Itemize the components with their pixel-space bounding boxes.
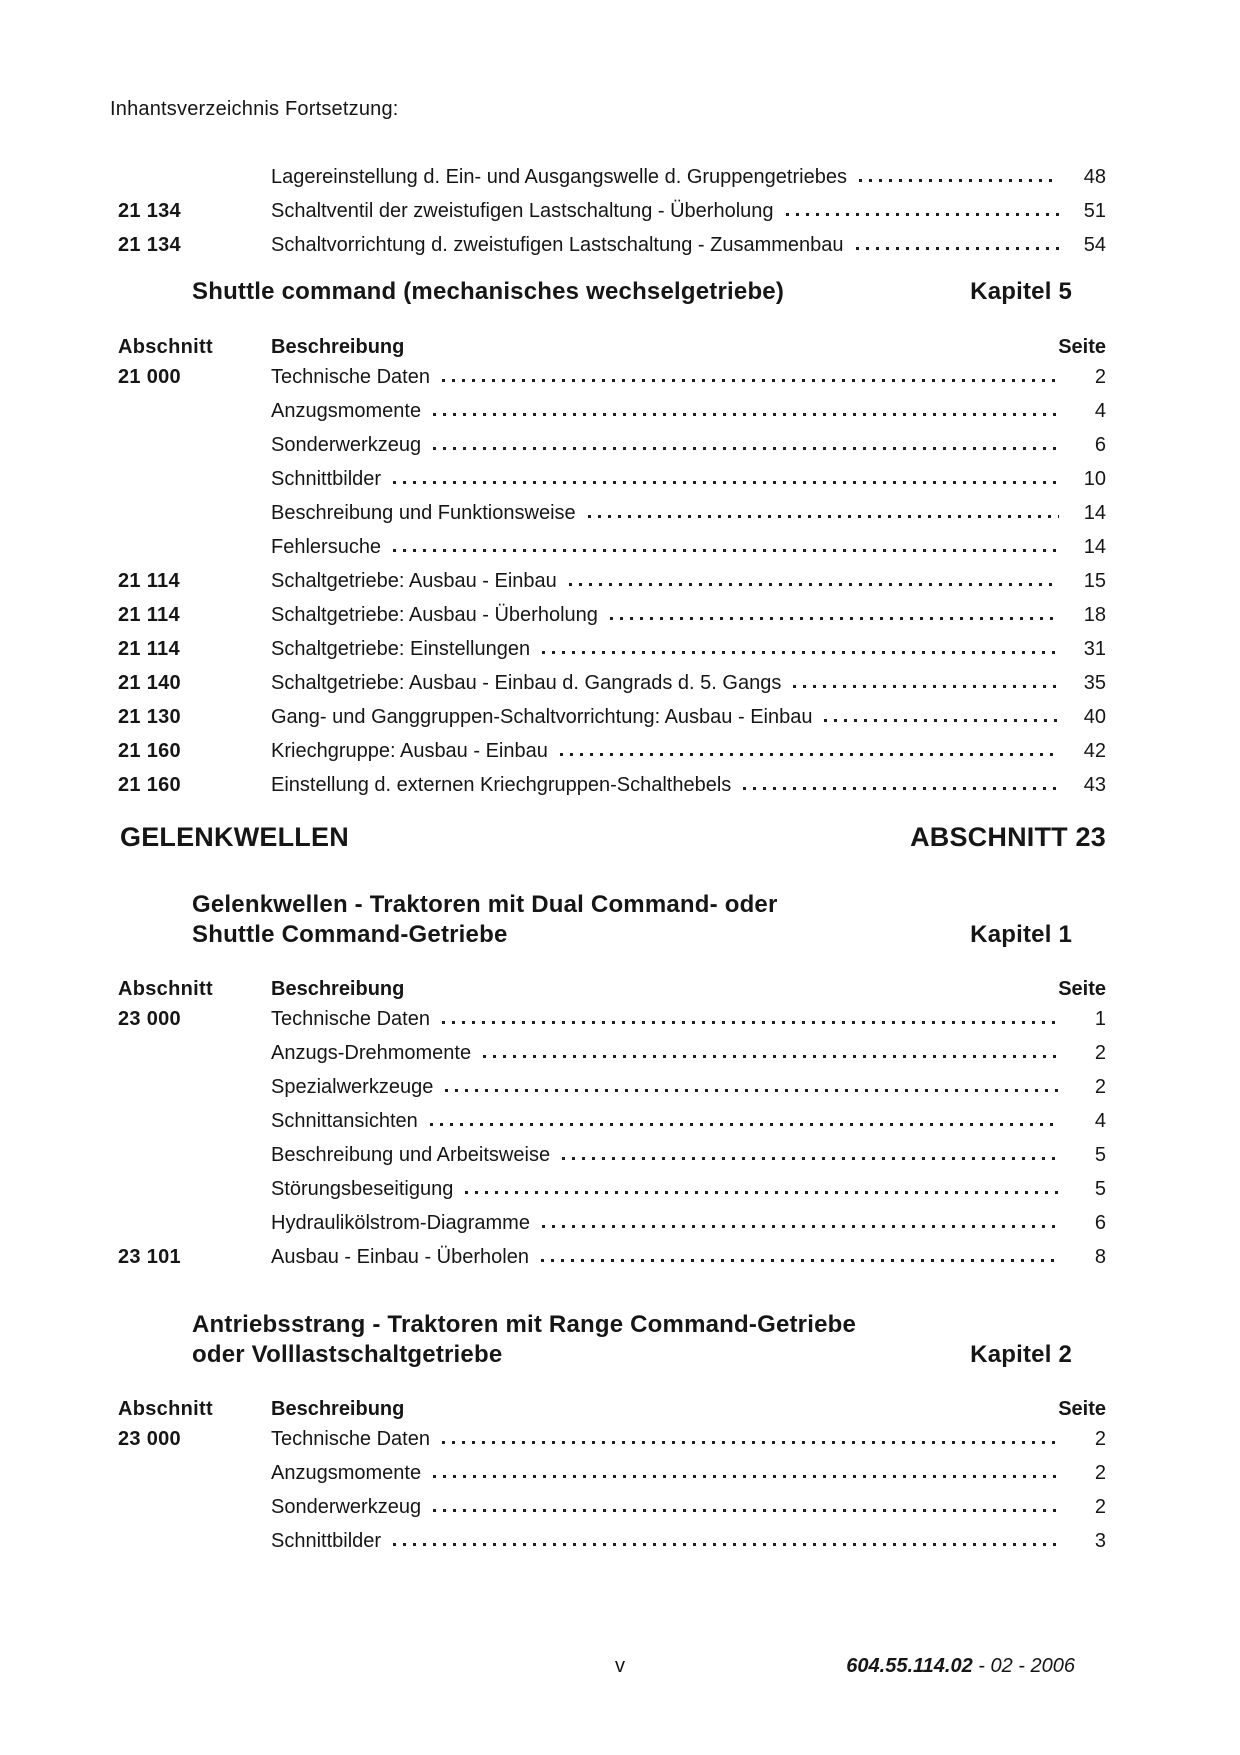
toc-column-header (110, 976, 1106, 1002)
chapter-title-lines (192, 1310, 856, 1370)
dot-leader (393, 549, 1059, 552)
description-cell (271, 1496, 1068, 1519)
description: Anzugsmomente (271, 399, 422, 422)
section-number: 21 000 (118, 365, 181, 388)
dot-leader (445, 1089, 1059, 1092)
dot-leader (542, 651, 1059, 654)
description: Technische Daten (271, 365, 430, 388)
description: Gang- und Ganggruppen-Schaltvorrichtung: Ausbau - Einbau (271, 705, 813, 728)
toc-row-group (110, 1422, 1106, 1558)
chapter-heading (192, 276, 1072, 308)
page-number: 6 (1094, 1211, 1106, 1234)
toc-row-group (110, 160, 1106, 262)
toc-row (110, 160, 1106, 194)
dot-leader (542, 1225, 1059, 1228)
description: Sonderwerkzeug (271, 1495, 422, 1518)
description: Schaltgetriebe: Ausbau - Einbau (271, 569, 557, 592)
toc-row (110, 1070, 1106, 1104)
chapter-label: Kapitel 1 (970, 921, 1072, 948)
toc-row (110, 1490, 1106, 1524)
toc-row (110, 598, 1106, 632)
dot-leader (588, 515, 1059, 518)
section-number: 21 140 (118, 671, 181, 694)
page-number: 4 (1094, 1109, 1106, 1132)
column-header-section: Abschnitt (118, 977, 213, 1000)
description-cell (271, 1144, 1068, 1167)
page-number: 2 (1094, 1461, 1106, 1484)
toc-row (110, 1240, 1106, 1274)
dot-leader (610, 617, 1059, 620)
description: Technische Daten (271, 1007, 430, 1030)
description: Sonderwerkzeug (271, 433, 422, 456)
toc-row (110, 768, 1106, 802)
dot-leader (856, 247, 1059, 250)
dot-leader (442, 1441, 1059, 1444)
column-header-page: Seite (1058, 335, 1106, 358)
description: Technische Daten (271, 1427, 430, 1450)
toc-row (110, 1422, 1106, 1456)
page-number: 3 (1094, 1529, 1106, 1552)
description: Ausbau - Einbau - Überholen (271, 1245, 529, 1268)
dot-leader (569, 583, 1059, 586)
toc-row (110, 1524, 1106, 1558)
chapter-title-lines (192, 276, 784, 308)
toc-groups (110, 160, 1106, 1558)
toc-row (110, 1456, 1106, 1490)
description: Anzugsmomente (271, 1461, 422, 1484)
description: Schaltvorrichtung d. zweistufigen Lastschaltung - Zusammenbau (271, 233, 844, 256)
description-cell (271, 570, 1068, 593)
page-number: 14 (1083, 535, 1106, 558)
footer-doc-code: 604.55.114.02 (846, 1655, 973, 1677)
toc-row (110, 1206, 1106, 1240)
toc-row (110, 700, 1106, 734)
dot-leader (483, 1055, 1059, 1058)
description: Beschreibung und Arbeitsweise (271, 1143, 551, 1166)
column-header-page: Seite (1058, 977, 1106, 1000)
section-number: 21 160 (118, 739, 181, 762)
toc-row (110, 360, 1106, 394)
dot-leader (465, 1191, 1059, 1194)
chapter-heading (192, 1310, 1072, 1370)
dot-leader (786, 213, 1059, 216)
page-number: 6 (1094, 433, 1106, 456)
description-cell (271, 400, 1068, 423)
description-cell (271, 200, 1068, 223)
description: Schaltgetriebe: Ausbau - Einbau d. Gangrads d. 5. Gangs (271, 671, 782, 694)
column-header-description: Beschreibung (271, 977, 405, 1000)
description-cell (271, 1110, 1068, 1133)
toc-row (110, 462, 1106, 496)
dot-leader (562, 1157, 1059, 1160)
description: Schnittbilder (271, 467, 382, 490)
description-cell (271, 1212, 1068, 1235)
description: Kriechgruppe: Ausbau - Einbau (271, 739, 548, 762)
section-number: 21 134 (118, 199, 181, 222)
toc-row (110, 1036, 1106, 1070)
footer-page-number: v (615, 1655, 625, 1677)
description-cell (271, 468, 1068, 491)
toc-row (110, 734, 1106, 768)
description-cell (271, 166, 1068, 189)
toc-column-header (110, 1396, 1106, 1422)
dot-leader (433, 1475, 1059, 1478)
dot-leader (442, 379, 1059, 382)
description-cell (271, 1462, 1068, 1485)
dot-leader (442, 1021, 1059, 1024)
column-header-description: Beschreibung (271, 1397, 405, 1420)
chapter-title-line: Antriebsstrang - Traktoren mit Range Command-Getriebe (192, 1311, 857, 1338)
section-number: 21 114 (118, 569, 180, 592)
description-cell (271, 366, 1068, 389)
page-number: 2 (1094, 1041, 1106, 1064)
chapter-label: Kapitel 5 (970, 278, 1072, 305)
column-header-section: Abschnitt (118, 1397, 213, 1420)
toc-row (110, 1138, 1106, 1172)
description: Schaltventil der zweistufigen Lastschaltung - Überholung (271, 199, 774, 222)
description-cell (271, 1428, 1068, 1451)
page-number: 42 (1083, 739, 1106, 762)
column-header-description: Beschreibung (271, 335, 405, 358)
toc-row (110, 530, 1106, 564)
column-header-page: Seite (1058, 1397, 1106, 1420)
page-number: 51 (1083, 199, 1106, 222)
page-number: 14 (1083, 501, 1106, 524)
description: Störungsbeseitigung (271, 1177, 454, 1200)
page-number: 5 (1094, 1143, 1106, 1166)
page-number: 15 (1083, 569, 1106, 592)
dot-leader (430, 1123, 1059, 1126)
description: Schnittbilder (271, 1529, 382, 1552)
description-cell (271, 1076, 1068, 1099)
page-number: 8 (1094, 1245, 1106, 1268)
description-cell (271, 740, 1068, 763)
description-cell (271, 1178, 1068, 1201)
description-cell (271, 234, 1068, 257)
toc-row (110, 632, 1106, 666)
toc-row-group (110, 360, 1106, 802)
section-number: 21 160 (118, 773, 181, 796)
toc-row (110, 228, 1106, 262)
dot-leader (433, 447, 1059, 450)
toc-row (110, 496, 1106, 530)
toc-row (110, 666, 1106, 700)
toc-row (110, 1002, 1106, 1036)
page-number: 2 (1094, 1075, 1106, 1098)
dot-leader (824, 719, 1059, 722)
description: Schnittansichten (271, 1109, 418, 1132)
description-cell (271, 1530, 1068, 1553)
toc-row (110, 1172, 1106, 1206)
description-cell (271, 1246, 1068, 1269)
description: Hydraulikölstrom-Diagramme (271, 1211, 530, 1234)
page-number: 31 (1083, 637, 1106, 660)
toc-content (110, 96, 1106, 1558)
section-number: 23 000 (118, 1007, 181, 1030)
description-cell (271, 604, 1068, 627)
description-cell (271, 1042, 1068, 1065)
section-number: 21 114 (118, 637, 180, 660)
toc-continuation-label: Inhantsverzeichnis Fortsetzung: (110, 98, 399, 120)
description-cell (271, 672, 1068, 695)
description-cell (271, 774, 1068, 797)
dot-leader (793, 685, 1059, 688)
toc-row (110, 428, 1106, 462)
column-header-section: Abschnitt (118, 335, 213, 358)
page-number: 1 (1094, 1007, 1106, 1030)
dot-leader (433, 1509, 1059, 1512)
page-number: 2 (1094, 365, 1106, 388)
section-number: 21 130 (118, 705, 181, 728)
page-number: 54 (1083, 233, 1106, 256)
description-cell (271, 502, 1068, 525)
section-number: 21 114 (118, 603, 180, 626)
description: Fehlersuche (271, 535, 382, 558)
description-cell (271, 706, 1068, 729)
footer-doc-suffix: - 02 - 2006 (972, 1655, 1075, 1677)
toc-row (110, 194, 1106, 228)
dot-leader (859, 179, 1059, 182)
page-footer (0, 1655, 1240, 1685)
dot-leader (433, 413, 1059, 416)
page-number: 2 (1094, 1427, 1106, 1450)
description: Lagereinstellung d. Ein- und Ausgangswelle d. Gruppengetriebes (271, 165, 847, 188)
part-title: GELENKWELLEN (120, 821, 349, 852)
description: Schaltgetriebe: Ausbau - Überholung (271, 603, 598, 626)
dot-leader (393, 481, 1059, 484)
description: Beschreibung und Funktionsweise (271, 501, 576, 524)
dot-leader (393, 1543, 1059, 1546)
dot-leader (541, 1259, 1059, 1262)
page-number: 40 (1083, 705, 1106, 728)
chapter-title-line: Gelenkwellen - Traktoren mit Dual Command- oder (192, 891, 778, 918)
footer-doc-ref (846, 1655, 1075, 1678)
section-number: 23 000 (118, 1427, 181, 1450)
toc-row (110, 394, 1106, 428)
chapter-label: Kapitel 2 (970, 1341, 1072, 1368)
page-number: 10 (1083, 467, 1106, 490)
page-number: 18 (1083, 603, 1106, 626)
dot-leader (743, 787, 1059, 790)
chapter-title-line: Shuttle command (mechanisches wechselgetriebe) (192, 278, 785, 305)
page-number: 48 (1083, 165, 1106, 188)
page-number: 35 (1083, 671, 1106, 694)
toc-row (110, 1104, 1106, 1138)
toc-row-group (110, 1002, 1106, 1274)
chapter-title-line: Shuttle Command-Getriebe (192, 921, 508, 948)
description-cell (271, 638, 1068, 661)
description-cell (271, 434, 1068, 457)
description: Schaltgetriebe: Einstellungen (271, 637, 531, 660)
description: Einstellung d. externen Kriechgruppen-Schalthebels (271, 773, 732, 796)
page-number: 2 (1094, 1495, 1106, 1518)
page-number: 4 (1094, 399, 1106, 422)
section-number: 21 134 (118, 233, 181, 256)
part-label: ABSCHNITT 23 (910, 821, 1106, 852)
chapter-heading (192, 890, 1072, 950)
dot-leader (560, 753, 1059, 756)
description: Spezialwerkzeuge (271, 1075, 434, 1098)
toc-column-header (110, 334, 1106, 360)
chapter-title-line: oder Volllastschaltgetriebe (192, 1341, 503, 1368)
page-number: 43 (1083, 773, 1106, 796)
section-number: 23 101 (118, 1245, 181, 1268)
description: Anzugs-Drehmomente (271, 1041, 472, 1064)
description-cell (271, 1008, 1068, 1031)
chapter-title-lines (192, 890, 778, 950)
page-number: 5 (1094, 1177, 1106, 1200)
description-cell (271, 536, 1068, 559)
part-heading (110, 820, 1106, 854)
toc-row (110, 564, 1106, 598)
